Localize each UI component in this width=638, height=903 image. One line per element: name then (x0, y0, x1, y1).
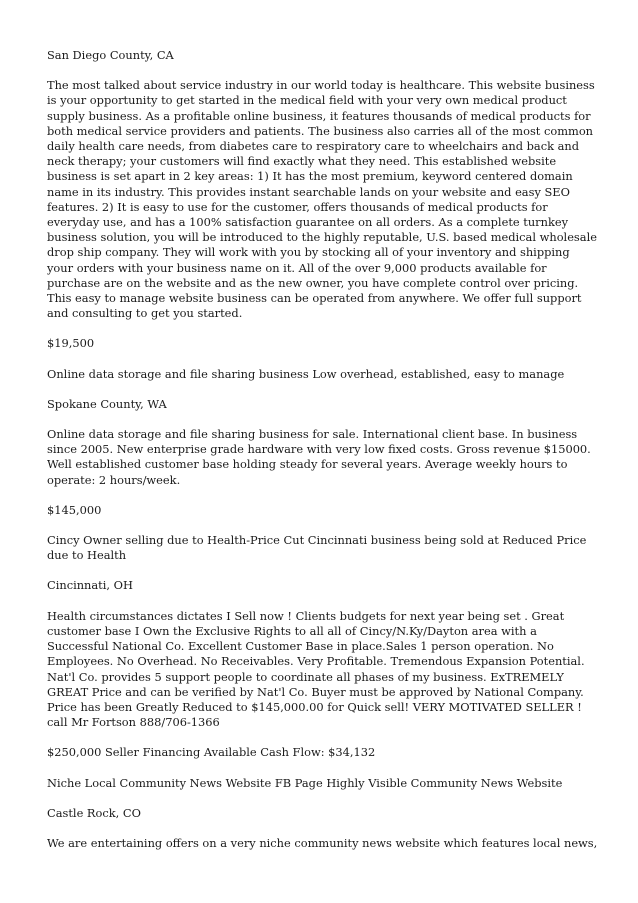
listing-title: Cincy Owner selling due to Health-Price Cut Cincinnati business being sold at Reduced Price due to Health (47, 533, 587, 563)
listing-description: Online data storage and file sharing business for sale. International client base. In business since 2005. New enterprise grade hardware with very low fixed costs. Gross revenue $15000. Well established customer base holding steady for several years. Average weekly hours to operate: 2 hours/week. (47, 427, 591, 487)
listing-location: Spokane County, WA (47, 396, 167, 411)
listing-price: $250,000 Seller Financing Available Cash Flow: $34,132 (47, 745, 376, 760)
listing-title: Niche Local Community News Website FB Page Highly Visible Community News Website (47, 775, 563, 790)
document-page (47, 48, 599, 866)
listing-title: Online data storage and file sharing business Low overhead, established, easy to manage (47, 366, 565, 381)
listing-location: San Diego County, CA (47, 48, 174, 62)
listing-location: Castle Rock, CO (47, 805, 141, 820)
listing-description: We are entertaining offers on a very niche community news website which features local news, (47, 835, 598, 850)
listing-description: Health circumstances dictates I Sell now ! Clients budgets for next year being set . Great customer base I Own the Exclusive Rights to all all of Cincy/N.Ky/Dayton area with a Successful National Co. Excellent Customer Base in place.Sales 1 person operation. No Employees. No Overhead. No Receivables. Very Profitable. Tremendous Expansion Potential. Nat'l Co. provides 5 support people to coordinate all phases of my business. ExTREMELY GREAT Price and can be verified by Nat'l Co. Buyer must be approved by National Company. Price has been Greatly Reduced to $145,000.00 for Quick sell! VERY MOTIVATED SELLER ! call Mr Fortson 888/706-1366 (47, 608, 585, 730)
listing-price: $19,500 (47, 336, 95, 351)
listing-description: The most talked about service industry in our world today is healthcare. This website business is your opportunity to get started in the medical field with your very own medical product supply business. As a profitable online business, it features thousands of medical products for both medical service providers and patients. The business also carries all of the most common daily health care needs, from diabetes care to respiratory care to wheelchairs and back and neck therapy; your customers will find exactly what they need. This established website business is set apart in 2 key areas: 1) It has the most premium, keyword centered domain name in its industry. This provides instant searchable lands on your website and easy SEO features. 2) It is easy to use for the customer, offers thousands of medical products for everyday use, and has a 100% satisfaction guarantee on all orders. As a complete turnkey business solution, you will be introduced to the highly reputable, U.S. based medical wholesale drop ship company. They will work with you by stocking all of your inventory and shipping your orders with your business name on it. All of the over 9,000 products available for purchase are on the website and as the new owner, you have complete control over pricing. This easy to manage website business can be operated from anywhere. We offer full support and consulting to get you started. (47, 78, 597, 321)
listing-price: $145,000 (47, 502, 102, 517)
listing-location: Cincinnati, OH (47, 578, 133, 593)
